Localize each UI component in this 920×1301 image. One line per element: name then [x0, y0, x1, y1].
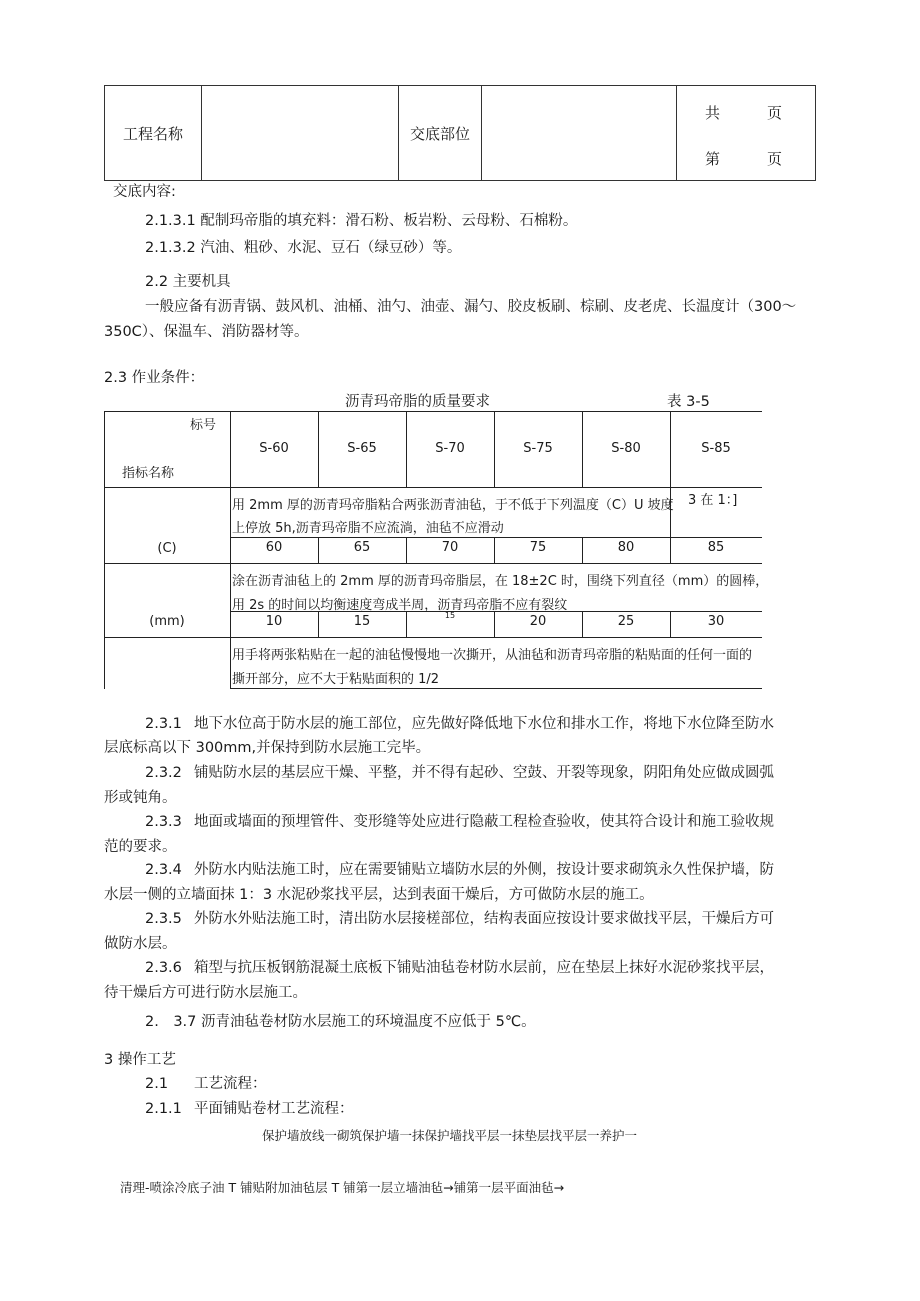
row1-desc-1: 用 2mm 厚的沥青玛帝脂粘合两张沥青油毡，于不低于下列温度（C）U 坡度 [232, 498, 674, 513]
intro-label: 交底内容: [113, 184, 176, 200]
process-sub1-text: 工艺流程： [194, 1076, 267, 1092]
row3-desc-1: 用手将两张粘贴在一起的油毡慢慢地一次撕开，从油毡和沥青玛帝脂的粘贴面的任何一面的 [232, 648, 753, 663]
clause-232-num: 2.3.2 [145, 765, 182, 781]
material-line-1: 2.1.3.1 配制玛帝脂的填充料：滑石粉、板岩粉、云母粉、石棉粉。 [145, 213, 578, 229]
page-label: 第 [705, 150, 721, 168]
row3-desc-2: 撕开部分，应不大于粘贴面积的 1/2 [232, 672, 440, 687]
clause-233-num: 2.3.3 [145, 814, 182, 830]
clause-231-num: 2.3.1 [145, 716, 182, 732]
row2-desc-1: 涂在沥青油毡上的 2mm 厚的沥青玛帝脂层，在 18±2C 时，围绕下列直径（mm）的圆棒， [232, 574, 769, 589]
process-flow-2: 清理-喷涂冷底子油 T 铺贴附加油毡层 T 铺第一层立墙油毡→铺第一层平面油毡→ [120, 1180, 565, 1195]
row2-value: 20 [529, 614, 547, 629]
clause-235-line1: 外防水外贴法施工时，清出防水层接槎部位，结构表面应按设计要求做找平层，干燥后方可 [194, 911, 774, 927]
project-value [202, 86, 399, 181]
row2-value: 25 [617, 614, 635, 629]
machines-text-1: 一般应备有沥青锅、鼓风机、油桶、油勺、油壶、漏勺、胶皮板刷、棕刷、皮老虎、长温度计（300～ [145, 299, 797, 315]
row1-value: 60 [265, 540, 283, 555]
table-number: 表 3-5 [667, 394, 710, 410]
page-count-cell [677, 86, 816, 181]
quality-table [104, 411, 769, 689]
row2-value: 15 [353, 614, 371, 629]
position-value [482, 86, 677, 181]
row1-value: 70 [441, 540, 459, 555]
clause-234-line1: 外防水内贴法施工时，应在需要铺贴立墙防水层的外侧，按设计要求砌筑永久性保护墙，防 [194, 862, 774, 878]
conditions-heading: 2.3 作业条件： [104, 370, 205, 386]
row1-desc-2: 上停放 5h,沥青玛帝脂不应流淌，油毡不应滑动 [232, 521, 504, 536]
table-title: 沥青玛帝脂的质量要求 [345, 394, 490, 410]
material-line-2: 2.1.3.2 汽油、粗砂、水泥、豆石（绿豆砂）等。 [145, 240, 462, 256]
row2-label: (mm) [149, 614, 185, 629]
total-label: 共 [705, 104, 721, 122]
corner-bottom-label: 指标名称 [122, 466, 175, 481]
position-label: 交底部位 [399, 86, 482, 181]
project-label: 工程名称 [105, 86, 202, 181]
row1-note: 3 在 1：] [688, 493, 738, 508]
corner-top-label: 标号 [190, 418, 217, 433]
process-sub2-num: 2.1.1 [145, 1101, 182, 1117]
page-unit: 页 [767, 150, 783, 168]
clause-232-line1: 铺贴防水层的基层应干燥、平整，并不得有起砂、空鼓、开裂等现象，阴阳角处应做成圆弧 [194, 765, 774, 781]
clause-237: 2. 3.7 沥青油毡卷材防水层施工的环境温度不应低于 5℃。 [145, 1014, 536, 1030]
row1-value: 80 [617, 540, 635, 555]
clause-231-line1: 地下水位高于防水层的施工部位，应先做好降低地下水位和排水工作，将地下水位降至防水 [194, 716, 774, 732]
row1-label: (C) [157, 541, 177, 556]
clause-234-num: 2.3.4 [145, 862, 182, 878]
process-heading: 3 操作工艺 [104, 1052, 176, 1068]
clause-231-line2: 层底标高以下 300mm,并保持到防水层施工完毕。 [104, 740, 431, 756]
header-table [104, 85, 816, 181]
process-flow-1: 保护墙放线一砌筑保护墙一抹保护墙找平层一抹垫层找平层一养护一 [262, 1128, 638, 1143]
clause-235-num: 2.3.5 [145, 911, 182, 927]
grade-s65: S-65 [347, 441, 377, 456]
machines-text-2: 350C）、保温车、消防器材等。 [104, 324, 309, 340]
clause-235-line2: 做防水层。 [104, 936, 177, 952]
machines-heading: 2.2 主要机具 [145, 274, 231, 290]
clause-236-line2: 待干燥后方可进行防水层施工。 [104, 985, 307, 1001]
row1-value: 65 [353, 540, 371, 555]
clause-233-line2: 范的要求。 [104, 839, 177, 855]
clause-236-num: 2.3.6 [145, 960, 182, 976]
grade-s70: S-70 [435, 441, 465, 456]
row2-value: 10 [265, 614, 283, 629]
clause-233-line1: 地面或墙面的预埋管件、变形缝等处应进行隐蔽工程检查验收，使其符合设计和施工验收规 [194, 814, 774, 830]
grade-s80: S-80 [611, 441, 641, 456]
row2-value: 15 [444, 611, 456, 620]
grade-s85: S-85 [701, 441, 731, 456]
grade-s60: S-60 [259, 441, 289, 456]
row2-value: 30 [707, 614, 725, 629]
row2-desc-2: 用 2s 的时间以均衡速度弯成半周，沥青玛帝脂不应有裂纹 [232, 598, 568, 613]
total-unit: 页 [767, 104, 783, 122]
grade-s75: S-75 [523, 441, 553, 456]
process-sub1-num: 2.1 [145, 1076, 169, 1092]
clause-232-line2: 形或钝角。 [104, 790, 177, 806]
clause-236-line1: 箱型与抗压板钢筋混凝土底板下铺贴油毡卷材防水层前，应在垫层上抹好水泥砂浆找平层， [194, 960, 774, 976]
row1-value: 85 [707, 540, 725, 555]
clause-234-line2: 水层一侧的立墙面抹 1：3 水泥砂浆找平层，达到表面干燥后，方可做防水层的施工。 [104, 887, 654, 903]
row1-value: 75 [529, 540, 547, 555]
process-sub2-text: 平面铺贴卷材工艺流程： [194, 1101, 354, 1117]
